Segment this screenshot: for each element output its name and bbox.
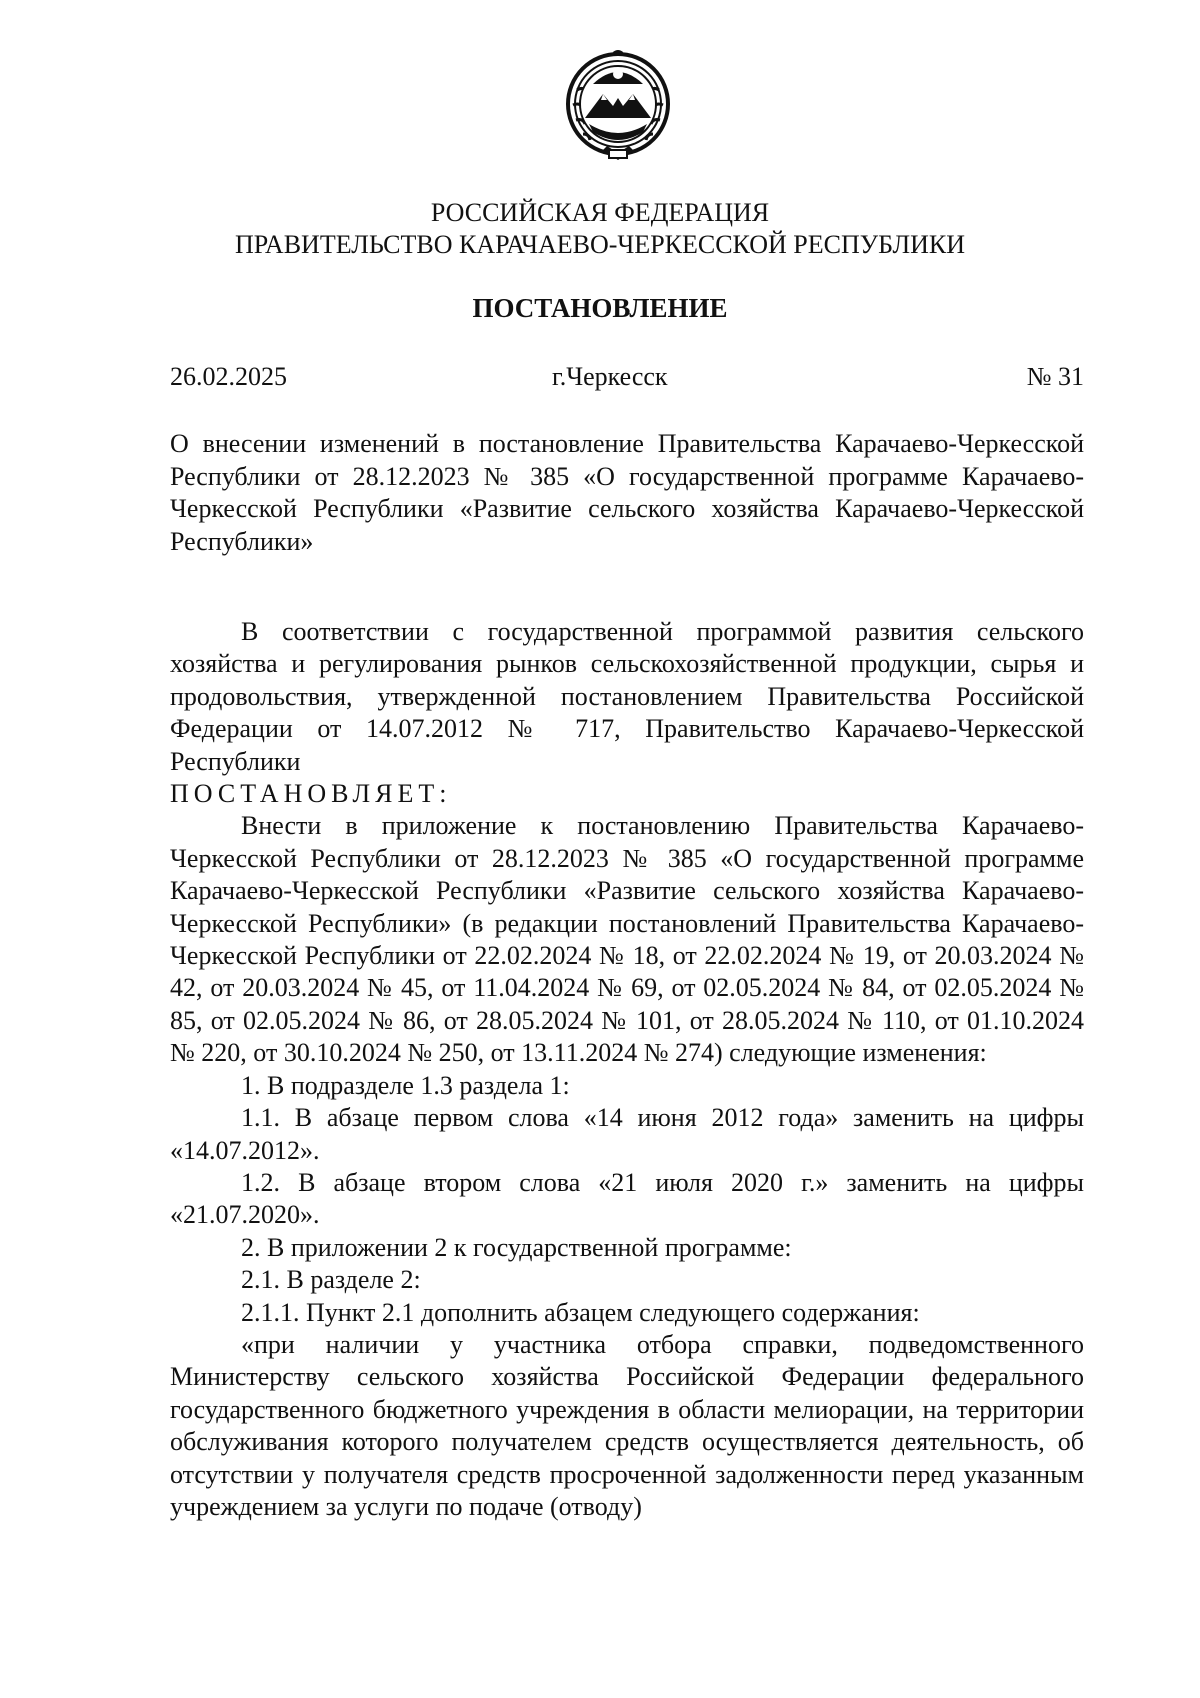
government-name: ПРАВИТЕЛЬСТВО КАРАЧАЕВО-ЧЕРКЕССКОЙ РЕСПУБЛИКИ: [235, 230, 965, 259]
body-paragraph: 1. В подразделе 1.3 раздела 1:: [241, 1070, 570, 1100]
body-paragraph: 2. В приложении 2 к государственной программе:: [241, 1232, 792, 1262]
coat-of-arms-emblem: [563, 50, 673, 166]
subject-text: О внесении изменений в постановление Правительства Карачаево-Черкесской Республики от 28.12.2023 № 385 «О государственной программе Карачаево-Черкесской Республики «Развитие сельского хозяйства Карачаево-Черкесской Республики»: [170, 429, 1084, 556]
document-date: 26.02.2025: [170, 362, 287, 391]
body-paragraph: «при наличии у участника отбора справки, подведомственного Министерству сельского хозяйства Российской Федерации федерального государственного бюджетного учреждения в области мелиорации, на территории обслуживания которого получателем средств осуществляется деятельность, об отсутствии у получателя средств просроченной задолженности перед указанным учреждением за услуги по подаче (отводу): [170, 1329, 1084, 1521]
document-subject: [170, 428, 1084, 558]
document-number: № 31: [1026, 362, 1084, 391]
body-paragraph: 1.2. В абзаце втором слова «21 июля 2020 г.» заменить на цифры «21.07.2020».: [170, 1167, 1084, 1230]
document-type-title: ПОСТАНОВЛЕНИЕ: [472, 293, 728, 323]
document-city: г.Черкесск: [552, 362, 668, 391]
country-name: РОССИЙСКАЯ ФЕДЕРАЦИЯ: [430, 198, 770, 227]
decree-word: ПОСТАНОВЛЯЕТ:: [170, 779, 452, 809]
body-paragraph: 1.1. В абзаце первом слова «14 июня 2012 года» заменить на цифры «14.07.2012».: [170, 1103, 1084, 1165]
body-paragraph: 2.1.1. Пункт 2.1 дополнить абзацем следующего содержания:: [241, 1297, 920, 1327]
body-paragraph: 2.1. В разделе 2:: [241, 1265, 421, 1295]
body-paragraph: Внести в приложение к постановлению Правительства Карачаево-Черкесской Республики от 28.12.2023 № 385 «О государственной программе Карачаево-Черкесской Республики «Развитие сельского хозяйства Карачаево-Черкесской Республики» (в редакции постановлений Правительства Карачаево-Черкесской Республики от 22.02.2024 № 18, от 22.02.2024 № 19, от 20.03.2024 № 42, от 20.03.2024 № 45, от 11.04.2024 № 69, от 02.05.2024 № 84, от 02.05.2024 № 85, от 02.05.2024 № 86, от 28.05.2024 № 101, от 28.05.2024 № 110, от 01.10.2024 № 220, от 30.10.2024 № 250, от 13.11.2024 № 274) следующие изменения:: [170, 811, 1084, 1068]
preamble-paragraph: В соответствии с государственной программой развития сельского хозяйства и регулирования рынков сельскохозяйственной продукции, сырья и продовольствия, утвержденной постановлением Правительства Российской Федерации от 14.07.2012 № 717, Правительство Карачаево-Черкесской Республики: [170, 617, 1084, 776]
document-body: [170, 616, 1084, 1523]
